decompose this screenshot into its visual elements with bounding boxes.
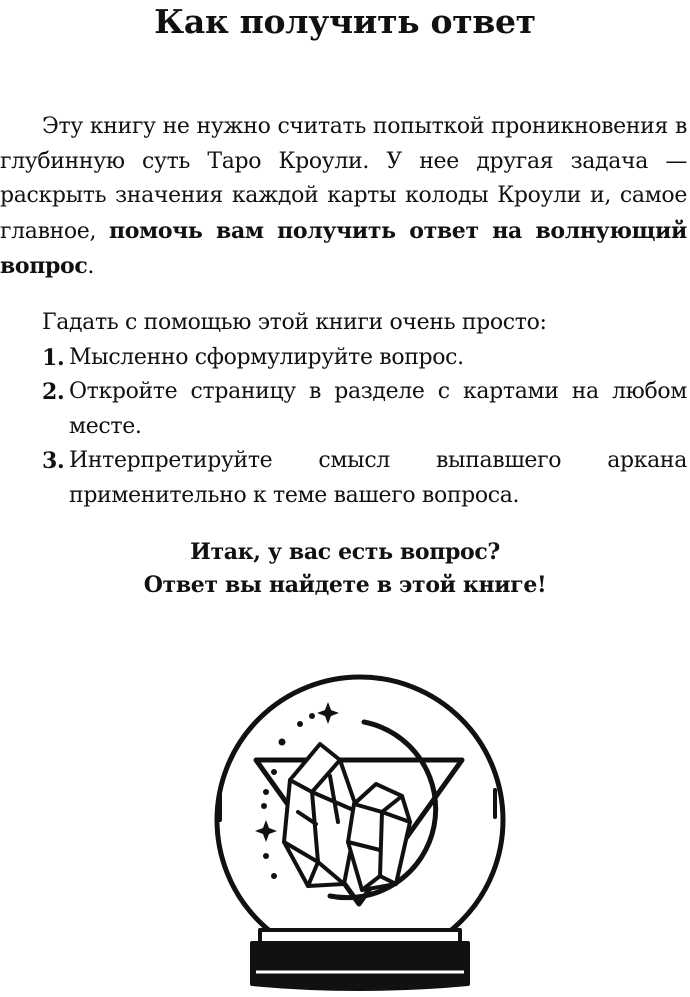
- howto-section: [0, 306, 687, 513]
- intro-text-before: Эту книгу не нужно считать попыткой проникновения в глубинную суть Таро Кроули. У нее другая задача — раскрыть значения каждой карты колоды Кроули и, самое главное,: [0, 114, 687, 244]
- intro-paragraph: [0, 110, 687, 285]
- step-number: 2.: [42, 379, 65, 405]
- list-item: [0, 341, 687, 376]
- howto-lead: Гадать с помощью этой книги очень просто:: [42, 310, 547, 335]
- intro-text-bold: помочь вам получить ответ на волнующий вопрос: [0, 217, 687, 279]
- step-text: Откройте страницу в разделе с картами на любом месте.: [69, 379, 687, 439]
- step-number: 3.: [42, 448, 65, 474]
- closing-line-1: Итак, у вас есть вопрос?: [190, 539, 500, 565]
- step-text: Мысленно сформулируйте вопрос.: [69, 344, 464, 370]
- page-title: Как получить ответ: [154, 2, 536, 41]
- list-item: [0, 444, 687, 513]
- closing-line-2: Ответ вы найдете в этой книге!: [143, 572, 547, 598]
- step-text: Интерпретируйте смысл выпавшего аркана применительно к теме вашего вопроса.: [69, 448, 687, 508]
- crystal-ball-icon: [212, 672, 508, 997]
- closing-note: [0, 536, 690, 602]
- step-number: 1.: [42, 344, 65, 371]
- intro-text-after: .: [87, 254, 95, 279]
- list-item: [0, 375, 687, 444]
- steps-list: [0, 341, 687, 514]
